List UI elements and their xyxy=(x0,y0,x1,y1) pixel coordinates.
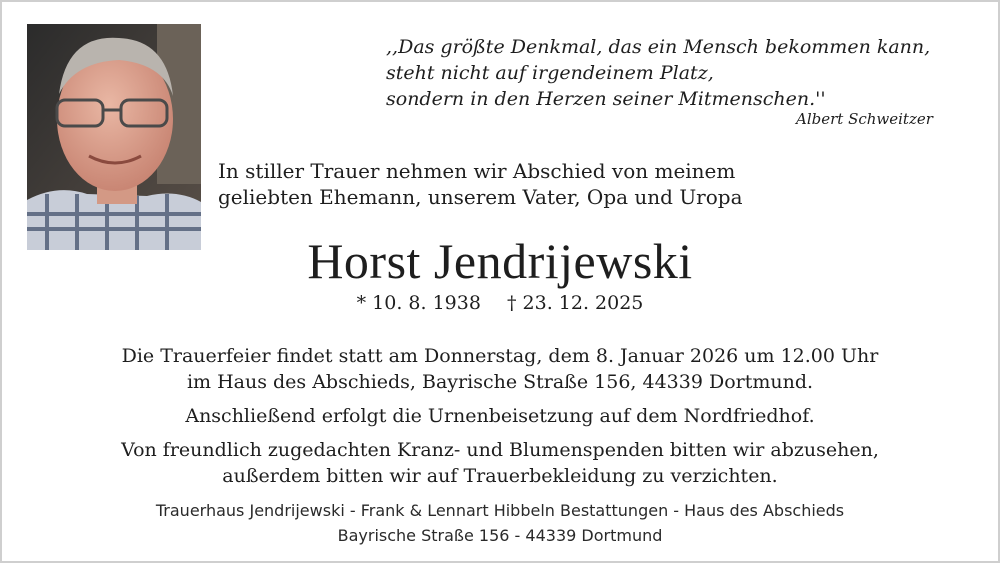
footer-line-2: Bayrische Straße 156 - 44339 Dortmund xyxy=(337,526,663,545)
quote-line-2: steht nicht auf irgendeinem Platz, xyxy=(386,62,714,84)
footer-line-1: Trauerhaus Jendrijewski - Frank & Lennart Hibbeln Bestattungen - Haus des Abschieds xyxy=(155,501,845,520)
quote-line-1: ,,Das größte Denkmal, das ein Mensch bekommen kann, xyxy=(386,36,931,58)
quote-author: Albert Schweitzer xyxy=(796,110,933,128)
ceremony-line-4: Von freundlich zugedachten Kranz- und Blumenspenden bitten wir abzusehen, xyxy=(121,439,879,461)
portrait-photo xyxy=(27,24,201,250)
birth-date: * 10. 8. 1938 xyxy=(356,292,481,314)
quote-line-3: sondern in den Herzen seiner Mitmenschen.'' xyxy=(386,88,826,110)
ceremony-paragraph-1 xyxy=(0,343,1000,395)
intro-line-1: In stiller Trauer nehmen wir Abschied von meinem xyxy=(218,159,736,183)
memorial-quote xyxy=(386,34,966,112)
ceremony-line-2: im Haus des Abschieds, Bayrische Straße 156, 44339 Dortmund. xyxy=(186,371,814,393)
death-date: † 23. 12. 2025 xyxy=(506,292,644,314)
intro-line-2: geliebten Ehemann, unserem Vater, Opa und Uropa xyxy=(218,185,743,209)
life-dates xyxy=(0,292,1000,314)
ceremony-line-5: außerdem bitten wir auf Trauerbekleidung zu verzichten. xyxy=(222,465,778,487)
ceremony-details xyxy=(0,343,1000,497)
ceremony-paragraph-3 xyxy=(0,437,1000,489)
footer-address xyxy=(0,498,1000,548)
ceremony-paragraph-2: Anschließend erfolgt die Urnenbeisetzung auf dem Nordfriedhof. xyxy=(185,405,815,427)
intro-text xyxy=(218,158,798,210)
portrait-image xyxy=(27,24,201,250)
deceased-name: Horst Jendrijewski xyxy=(307,233,693,289)
ceremony-line-1: Die Trauerfeier findet statt am Donnerstag, dem 8. Januar 2026 um 12.00 Uhr xyxy=(121,345,879,367)
